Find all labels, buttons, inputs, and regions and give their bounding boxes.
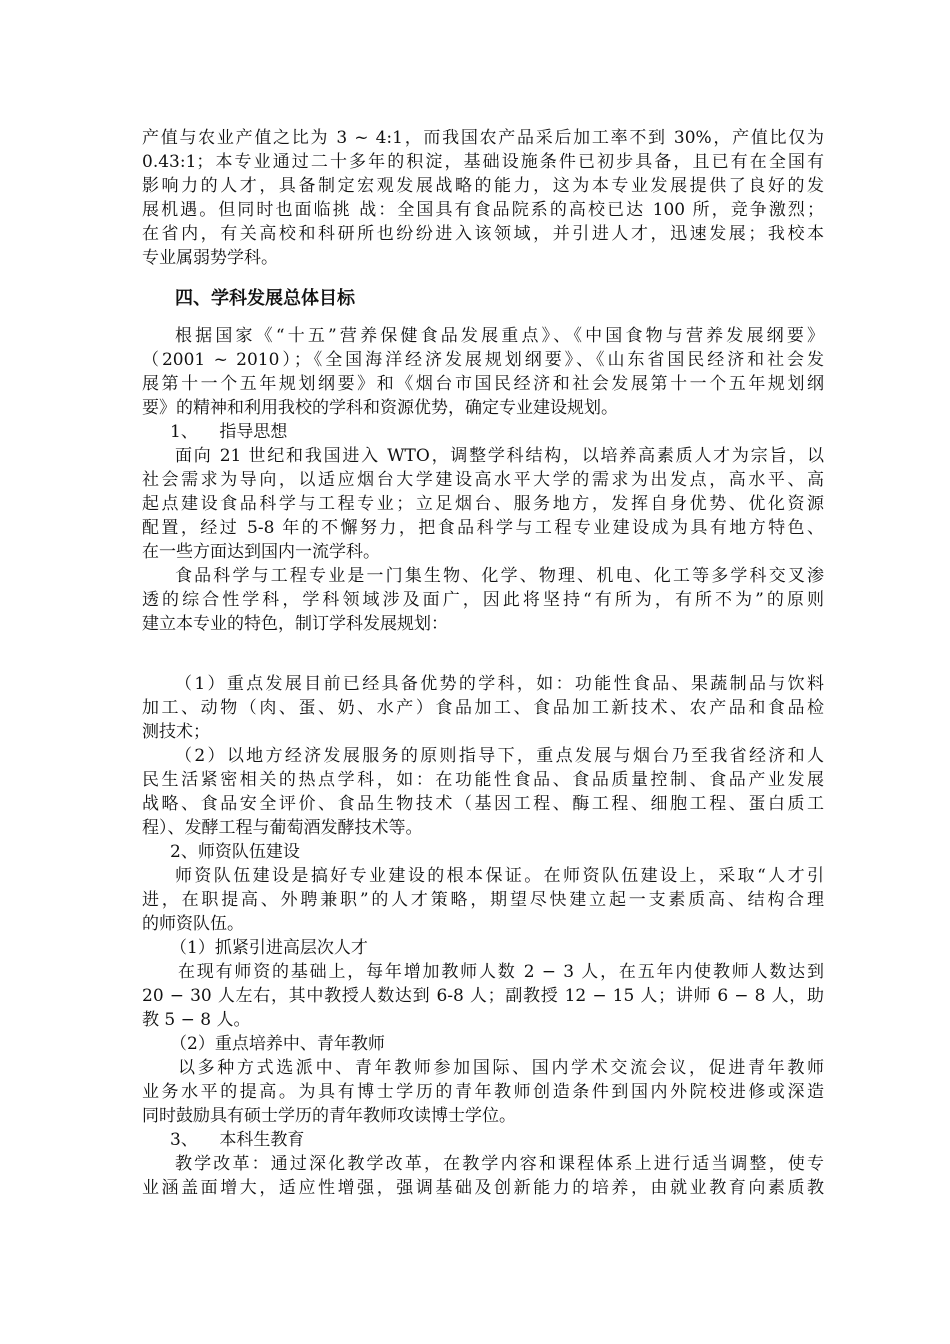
text-line: 食品科学与工程专业是一门集生物、化学、物理、机电、化工等多学科交叉渗	[175, 566, 824, 586]
text-line: 加工、动物（肉、蛋、奶、水产）食品加工、食品加工新技术、农产品和食品检	[142, 698, 824, 718]
text-line: 0.43:1；本专业通过二十多年的积淀，基础设施条件已初步具备，且已有在全国有	[142, 152, 824, 172]
text-line: 测技术；	[142, 722, 210, 742]
text-line: 在现有师资的基础上，每年增加教师人数 2 − 3 人，在五年内使教师人数达到	[178, 962, 824, 982]
text-line: 进，在职提高、外聘兼职”的人才策略，期望尽快建立起一支素质高、结构合理	[142, 890, 824, 910]
text-line: 面向 21 世纪和我国进入 WTO，调整学科结构，以培养高素质人才为宗旨，以	[175, 446, 824, 466]
text-line: 的师资队伍。	[142, 914, 244, 934]
section-heading: 四、学科发展总体目标	[175, 288, 355, 309]
subsection-heading: 3、 本科生教育	[170, 1130, 305, 1150]
text-line: 根据国家《“十五”营养保健食品发展重点》、《中国食物与营养发展纲要》	[175, 326, 824, 346]
text-line: 建立本专业的特色，制订学科发展规划：	[142, 614, 448, 634]
text-line: 社会需求为导向，以适应烟台大学建设高水平大学的需求为出发点，高水平、高	[142, 470, 824, 490]
subsection-heading: （2）重点培养中、青年教师	[170, 1034, 385, 1054]
text-line: 教学改革：通过深化教学改革，在教学内容和课程体系上进行适当调整，使专	[175, 1154, 824, 1174]
subsection-heading: 1、 指导思想	[170, 422, 288, 442]
text-line: 在一些方面达到国内一流学科。	[142, 542, 380, 562]
text-line: （2001 ~ 2010）；《全国海洋经济发展规划纲要》、《山东省国民经济和社会发	[142, 350, 824, 370]
text-line: 程）、发酵工程与葡萄酒发酵技术等。	[142, 818, 423, 838]
text-line: 业涵盖面增大，适应性增强，强调基础及创新能力的培养，由就业教育向素质教	[142, 1178, 824, 1198]
text-line: （2）以地方经济发展服务的原则指导下，重点发展与烟台乃至我省经济和人	[175, 746, 824, 766]
text-line: 战略、食品安全评价、食品生物技术（基因工程、酶工程、细胞工程、蛋白质工	[142, 794, 824, 814]
text-line: 产值与农业产值之比为 3 ~ 4:1，而我国农产品采后加工率不到 30%，产值比仅为	[142, 128, 824, 148]
text-line: 专业属弱势学科。	[142, 248, 278, 268]
text-line: 业务水平的提高。为具有博士学历的青年教师创造条件到国内外院校进修或深造	[142, 1082, 824, 1102]
text-line: 以多种方式选派中、青年教师参加国际、国内学术交流会议，促进青年教师	[178, 1058, 824, 1078]
text-line: 20 − 30 人左右，其中教授人数达到 6-8 人；副教授 12 − 15 人；讲师 6 − 8 人，助	[142, 986, 824, 1006]
text-line: 展机遇。但同时也面临挑 战：全国具有食品院系的高校已达 100 所，竞争激烈；	[142, 200, 824, 220]
text-line: 民生活紧密相关的热点学科，如：在功能性食品、食品质量控制、食品产业发展	[142, 770, 824, 790]
text-line: 教 5 − 8 人。	[142, 1010, 251, 1030]
text-line: 在省内，有关高校和科研所也纷纷进入该领域，并引进人才，迅速发展；我校本	[142, 224, 824, 244]
text-line: 要》的精神和利用我校的学科和资源优势，确定专业建设规划。	[142, 398, 618, 418]
text-line: 配置，经过 5-8 年的不懈努力，把食品科学与工程专业建设成为具有地方特色、	[142, 518, 824, 538]
text-line: 起点建设食品科学与工程专业；立足烟台、服务地方，发挥自身优势、优化资源	[142, 494, 824, 514]
text-line: 展第十一个五年规划纲要》和《烟台市国民经济和社会发展第十一个五年规划纲	[142, 374, 824, 394]
subsection-heading: 2、师资队伍建设	[170, 842, 300, 862]
text-line: 影响力的人才，具备制定宏观发展战略的能力，这为本专业发展提供了良好的发	[142, 176, 824, 196]
subsection-heading: （1）抓紧引进高层次人才	[170, 938, 368, 958]
text-line: 师资队伍建设是搞好专业建设的根本保证。在师资队伍建设上，采取“人才引	[175, 866, 824, 886]
text-line: 透的综合性学科，学科领域涉及面广，因此将坚持“有所为，有所不为”的原则	[142, 590, 824, 610]
text-line: 同时鼓励具有硕士学历的青年教师攻读博士学位。	[142, 1106, 516, 1126]
text-line: （1）重点发展目前已经具备优势的学科，如：功能性食品、果蔬制品与饮料	[175, 674, 824, 694]
